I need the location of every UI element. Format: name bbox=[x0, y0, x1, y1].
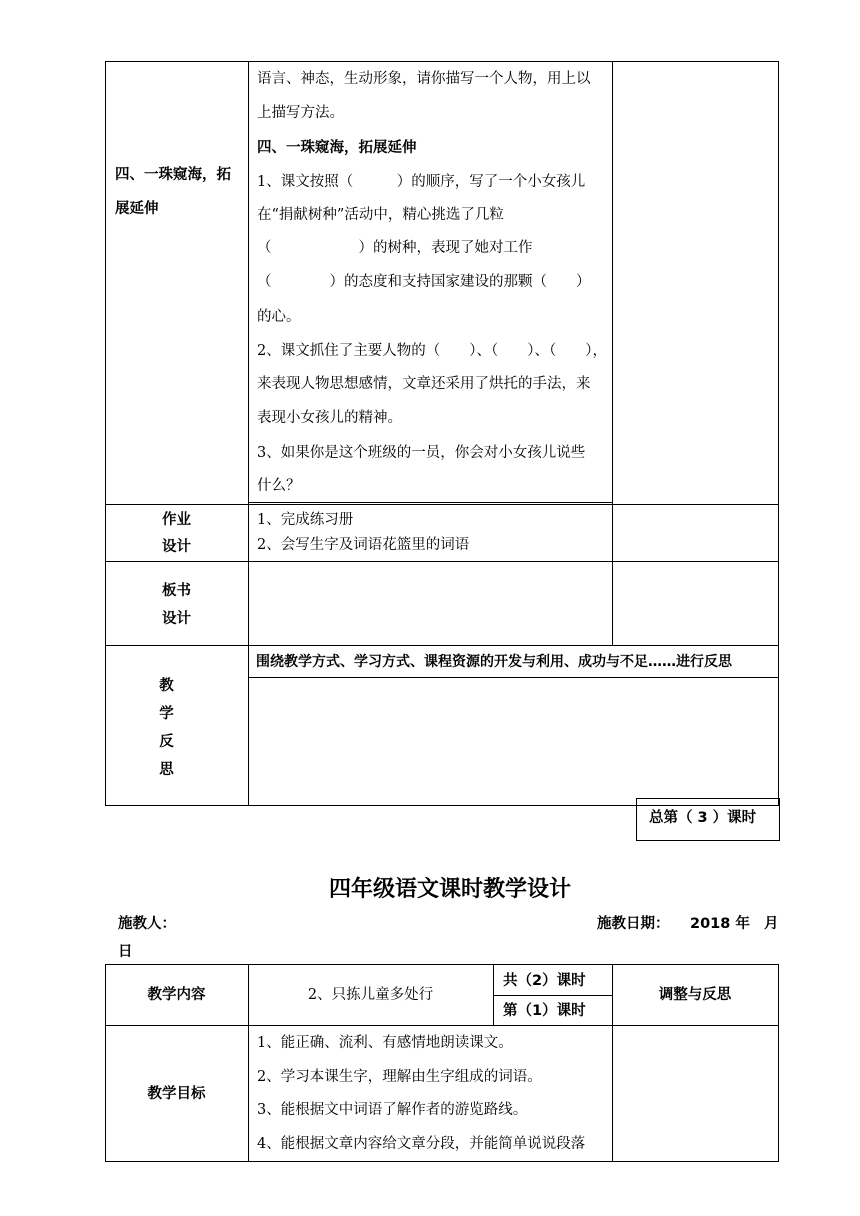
content-line: 四、一珠窥海，拓展延伸 bbox=[257, 140, 417, 156]
date-day: 日 bbox=[118, 944, 133, 960]
date-month: 月 bbox=[764, 916, 779, 932]
objective-item: 4、能根据文章内容给文章分段，并能简单说说段落 bbox=[257, 1136, 586, 1152]
reflection-label-char: 反 bbox=[159, 734, 174, 750]
teacher-label: 施教人： bbox=[118, 916, 176, 932]
section-4-label-line1: 四、一珠窥海，拓 bbox=[115, 167, 231, 183]
lesson-title: 2、只拣儿童多处行 bbox=[307, 987, 434, 1003]
content-line: 2、课文抓住了主要人物的（ ）、（ ）、（ ）， bbox=[257, 343, 607, 359]
reflection-label-char: 学 bbox=[159, 706, 174, 722]
lesson-count-box bbox=[636, 798, 780, 841]
content-line: （ ）的态度和支持国家建设的那颗（ ） bbox=[257, 274, 591, 290]
content-line: 表现小女孩儿的精神。 bbox=[257, 410, 402, 426]
content-line: 的心。 bbox=[257, 309, 301, 325]
homework-item: 1、完成练习册 bbox=[257, 512, 354, 528]
reflection-label-char: 思 bbox=[159, 762, 174, 778]
content-line: 1、课文按照（ ）的顺序，写了一个小女孩儿 bbox=[257, 174, 586, 190]
content-line: （ ）的树种，表现了她对工作 bbox=[257, 240, 533, 256]
homework-label-line2: 设计 bbox=[162, 539, 191, 555]
total-lessons: 共（2）课时 bbox=[503, 973, 586, 989]
board-label-line2: 设计 bbox=[162, 611, 191, 627]
objective-item: 3、能根据文中词语了解作者的游览路线。 bbox=[257, 1102, 528, 1118]
content-line: 在“捐献树种”活动中，精心挑选了几粒 bbox=[257, 207, 504, 223]
homework-label-line1: 作业 bbox=[162, 512, 191, 528]
reflection-prompt: 围绕教学方式、学习方式、课程资源的开发与利用、成功与不足……进行反思 bbox=[256, 654, 732, 670]
date-label: 施教日期： bbox=[597, 916, 670, 932]
section-4-label-line2: 展延伸 bbox=[115, 201, 159, 217]
objective-item: 1、能正确、流利、有感情地朗读课文。 bbox=[257, 1035, 513, 1051]
content-line: 语言、神态，生动形象，请你描写一个人物，用上以 bbox=[257, 71, 591, 87]
objective-item: 2、学习本课生字，理解由生字组成的词语。 bbox=[257, 1069, 542, 1085]
lesson-count-text: 总第（ 3 ）课时 bbox=[649, 810, 757, 826]
current-lesson: 第（1）课时 bbox=[503, 1003, 586, 1019]
objectives-label: 教学目标 bbox=[147, 1086, 206, 1102]
content-label: 教学内容 bbox=[147, 987, 206, 1003]
content-line: 来表现人物思想感情，文章还采用了烘托的手法，来 bbox=[257, 376, 591, 392]
adjust-reflect-label: 调整与反思 bbox=[658, 987, 732, 1003]
content-line: 什么？ bbox=[257, 478, 301, 494]
reflection-label-char: 教 bbox=[159, 678, 174, 694]
date-year: 2018 年 bbox=[690, 916, 750, 932]
content-line: 3、如果你是这个班级的一员，你会对小女孩儿说些 bbox=[257, 445, 586, 461]
homework-item: 2、会写生字及词语花篮里的词语 bbox=[257, 537, 470, 553]
board-label-line1: 板书 bbox=[162, 583, 191, 599]
content-line: 上描写方法。 bbox=[257, 105, 344, 121]
document-title: 四年级语文课时教学设计 bbox=[328, 877, 571, 902]
